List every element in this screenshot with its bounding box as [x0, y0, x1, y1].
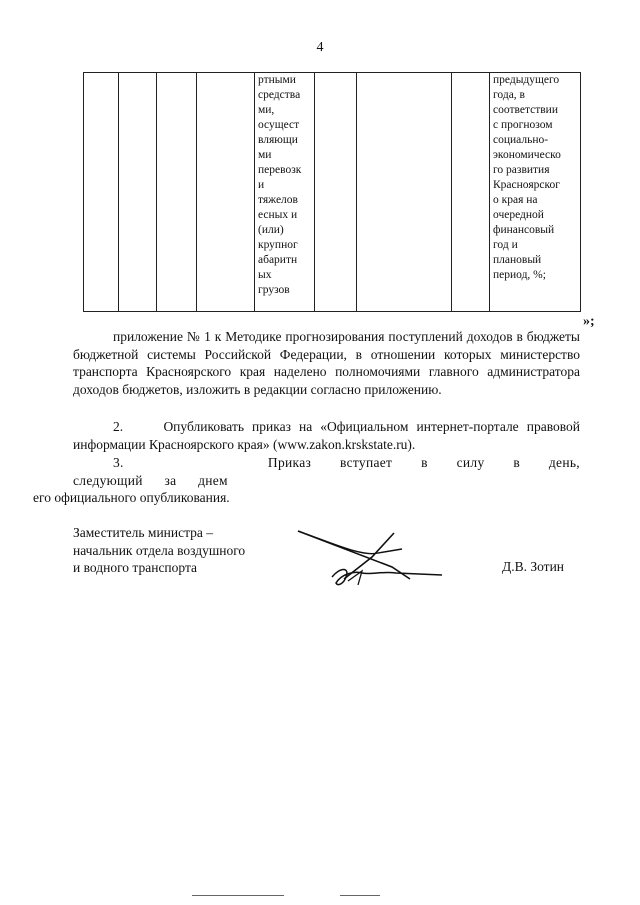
paragraph-publish: 2. Опубликовать приказ на «Официальном интернет-портале правовой информации Красноярского края» (www.zakon.krskstate.ru). — [73, 419, 580, 452]
table-cell — [490, 73, 581, 312]
signatory-position: Заместитель министра – начальник отдела воздушного и водного транспорта — [73, 525, 246, 575]
table-cell — [452, 73, 490, 312]
table-cell — [315, 73, 357, 312]
page-number: 4 — [316, 40, 324, 55]
table-cell — [197, 73, 255, 312]
table-cell — [84, 73, 119, 312]
table-cell — [119, 73, 157, 312]
continuation-table — [83, 72, 581, 312]
paragraph-effective-line1: 3. Приказ вступает в силу в день, следующий за днем — [73, 455, 580, 488]
table-row — [84, 73, 581, 312]
paragraph-appendix: приложение № 1 к Методике прогнозирования поступлений доходов в бюджеты бюджетной системы Российской Федерации, в отношении которых министерство транспорта Красноярского края наделено полномочиями главного администратора доходов бюджетов, изложить в редакции согласно приложению. — [73, 329, 580, 397]
footer-rule — [340, 895, 380, 896]
table-cell — [255, 73, 315, 312]
handwritten-signature — [292, 527, 450, 597]
closing-quote: »; — [583, 314, 595, 329]
table-cell-vehicles-text: ртными средства ми, осущест вляющи ми перевозк и тяжелов есных и (или) крупног абаритн ых грузов — [258, 74, 302, 296]
signatory-name: Д.В. Зотин — [502, 559, 565, 574]
table-cell-forecast-text: предыдущего года, в соответствии с прогнозом социально- экономическо го развития Красноярског о края на очередной финансовый год и плановый период, %; — [493, 74, 561, 281]
paragraph-effective-line2: его официального опубликования. — [33, 490, 230, 505]
table-cell — [157, 73, 197, 312]
footer-rule — [192, 895, 284, 896]
paragraph-effective — [33, 454, 580, 507]
table-cell — [357, 73, 452, 312]
